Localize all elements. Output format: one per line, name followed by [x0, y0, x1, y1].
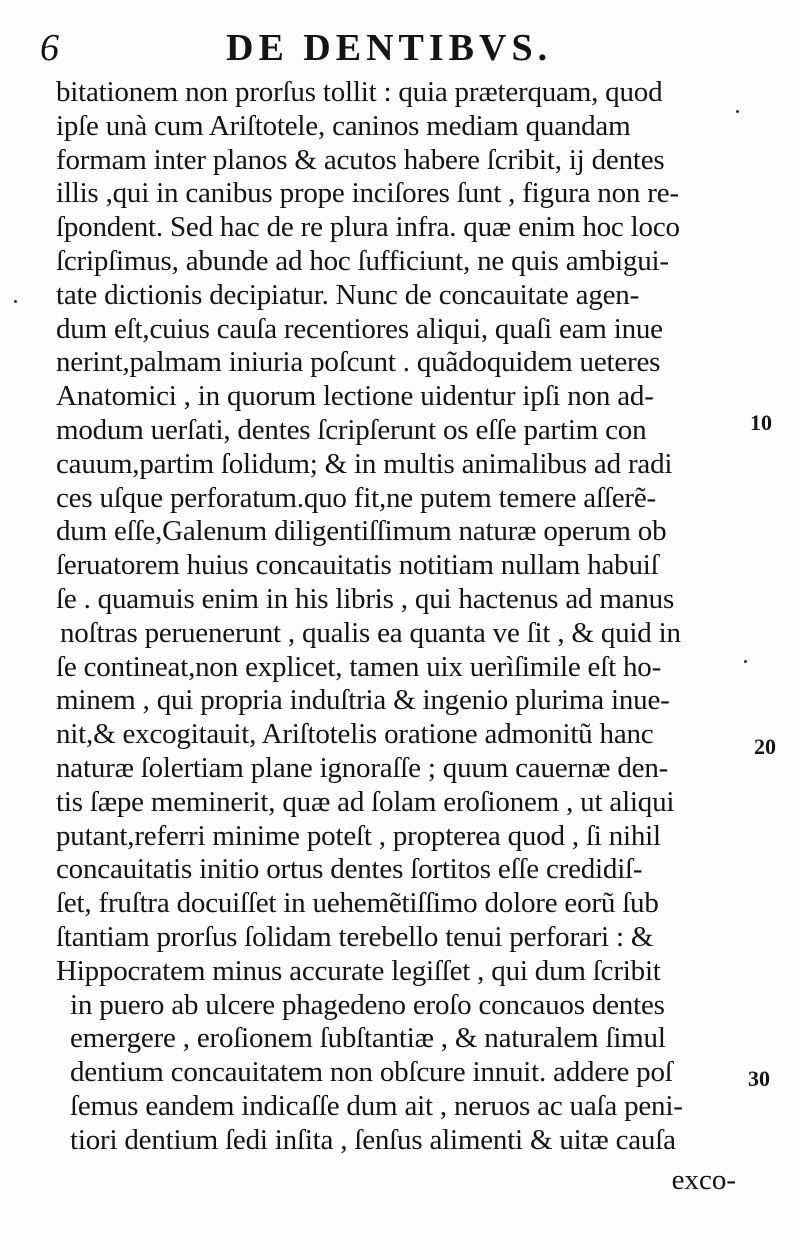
text-line: bitationem non prorſus tollit : quia præterquam, quod: [56, 76, 663, 108]
text-line: concauitatis initio ortus dentes ſortitos eſſe credidiſ-: [56, 853, 643, 886]
text-line: putant,referri minime poteſt , propterea quod , ſi nihil: [56, 819, 661, 852]
print-speck: [736, 110, 739, 113]
catchword: exco-: [671, 1164, 736, 1196]
text-line: in puero ab ulcere phagedeno eroſo concauos dentes: [70, 988, 665, 1021]
text-line: minem , qui propria induſtria & ingenio plurima inue-: [56, 684, 670, 717]
body-text: [56, 76, 746, 1158]
text-line: tiori dentium ſedi inſita , ſenſus alimenti & uitæ cauſa: [70, 1123, 676, 1156]
text-line: dum eſſe,Galenum diligentiſſimum naturæ operum ob: [56, 515, 667, 548]
text-line: ſtantiam prorſus ſolidam terebello tenui perforari : &: [56, 920, 654, 953]
margin-line-number: 20: [754, 734, 776, 759]
text-line: modum uerſati, dentes ſcripſerunt os eſſe partim con: [56, 413, 647, 446]
text-line: ſe . quamuis enim in his libris , qui hactenus ad manus: [56, 582, 675, 615]
text-line: ſpondent. Sed hac de re plura infra. quæ enim hoc loco: [56, 211, 680, 244]
margin-line-number: 10: [750, 410, 772, 435]
catchword-row: [0, 1162, 800, 1202]
text-line: dum eſt,cuius cauſa recentiores aliqui, quaſi eam inue: [56, 312, 663, 345]
text-line: illis ,qui in canibus prope inciſores ſunt , figura non re-: [56, 177, 679, 210]
text-line: Anatomici , in quorum lectione uidentur ipſi non ad-: [56, 380, 654, 413]
text-line: ipſe unà cum Ariſtotele, caninos mediam quandam: [56, 109, 631, 142]
text-line: ſemus eandem indicaſſe dum ait , neruos ac uaſa peni-: [70, 1089, 683, 1122]
text-line: noſtras peruenerunt , qualis ea quanta ve ſit , & quid in: [60, 616, 681, 649]
text-line: nit,& excogitauit, Ariſtotelis oratione admonitũ hanc: [56, 718, 654, 751]
print-speck: [744, 660, 747, 663]
text-line: naturæ ſolertiam plane ignoraſſe ; quum cauernæ den-: [56, 751, 669, 784]
text-line: tate dictionis decipiatur. Nunc de concauitate agen-: [56, 278, 640, 311]
text-line: Hippocratem minus accurate legiſſet , qui dum ſcribit: [56, 954, 661, 987]
print-speck: [14, 300, 17, 303]
running-head: DE DENTIBVS.: [226, 27, 553, 69]
text-line: formam inter planos & acutos habere ſcribit, ij dentes: [56, 143, 665, 176]
text-line: cauum,partim ſolidum; & in multis animalibus ad radi: [56, 447, 673, 480]
text-line: ſcripſimus, abunde ad hoc ſufficiunt, ne quis ambigui-: [56, 244, 669, 277]
text-line: tis ſæpe meminerit, quæ ad ſolam eroſionem , ut aliqui: [56, 785, 675, 818]
text-line: ces uſque perforatum.quo fit,ne putem temere aſſerẽ-: [56, 481, 656, 514]
text-line: emergere , eroſionem ſubſtantiæ , & naturalem ſimul: [70, 1022, 666, 1055]
page-number: 6: [40, 27, 60, 69]
text-line: ſeruatorem huius concauitatis notitiam nullam habuiſ: [56, 549, 659, 582]
text-line: ſet, fruſtra docuiſſet in uehemẽtiſſimo dolore eorũ ſub: [56, 887, 659, 920]
text-line: dentium concauitatem non obſcure innuit. addere poſ: [70, 1056, 673, 1089]
text-line: nerint,palmam iniuria poſcunt . quãdoquidem ueteres: [56, 346, 661, 379]
text-line: ſe contineat,non explicet, tamen uix uerìſimile eſt ho-: [56, 650, 662, 683]
page-header: [40, 22, 600, 82]
margin-line-number: 30: [748, 1066, 770, 1091]
